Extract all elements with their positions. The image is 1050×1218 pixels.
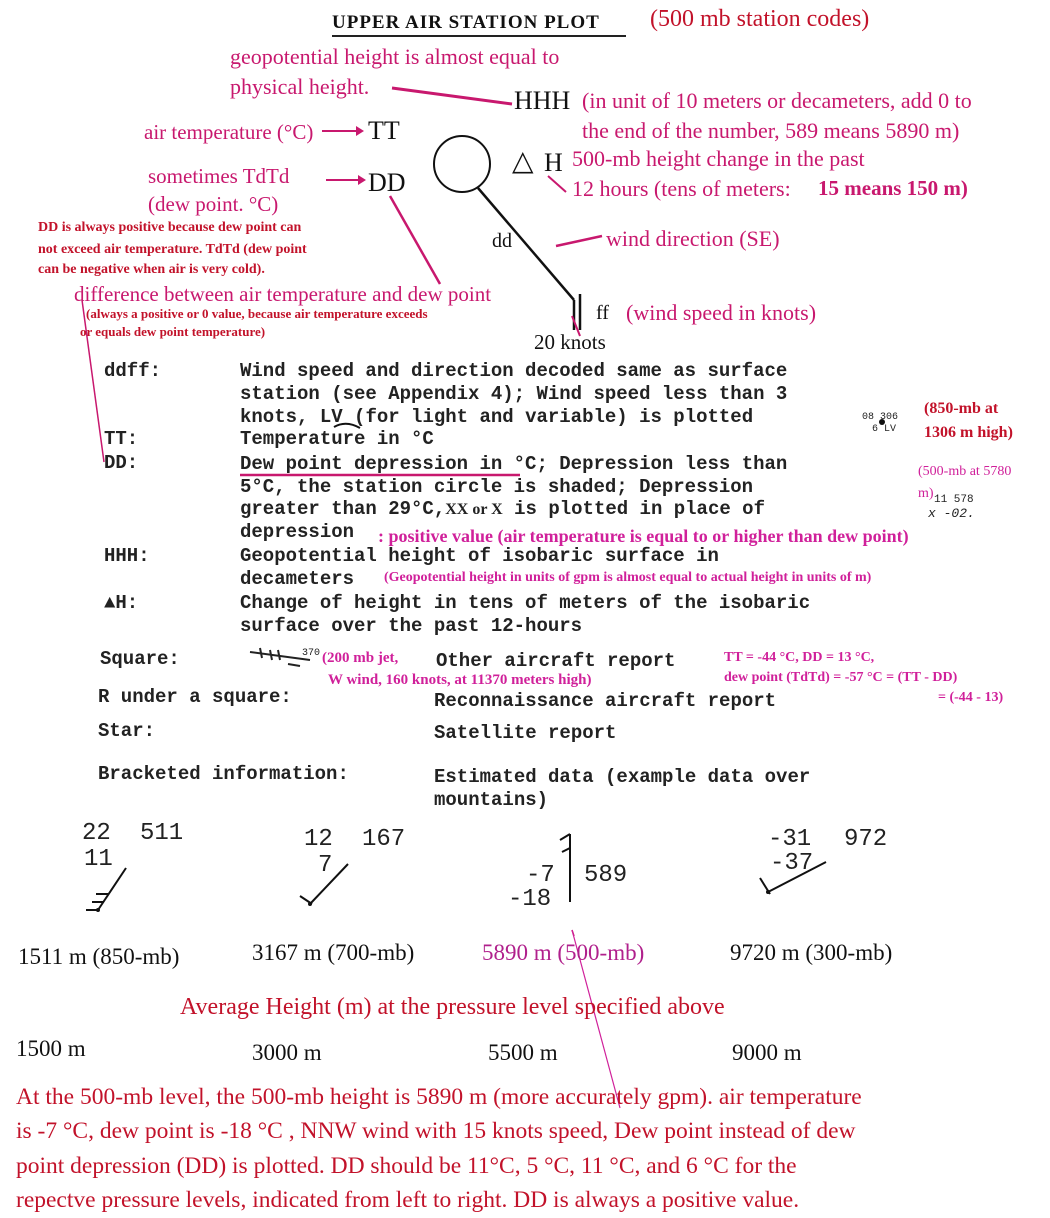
hhh-label: HHH: — [104, 545, 150, 567]
ex1-hhh: 511 — [140, 820, 184, 847]
height-change-2: 12 hours (tens of meters: — [572, 176, 791, 201]
page-title: UPPER AIR STATION PLOT — [332, 12, 600, 33]
ex4-tt: -31 — [768, 826, 812, 853]
lv-text: LV — [319, 406, 343, 428]
note-850-1: (850-mb at — [924, 400, 999, 417]
difference-label: difference between air temperature and dew point — [74, 282, 492, 306]
dd-lower-symbol: dd — [492, 230, 512, 252]
code-578: 11 578 — [934, 494, 974, 506]
hhh-note-2: the end of the number, 589 means 5890 m) — [582, 118, 960, 143]
ex4-td: -37 — [770, 850, 814, 877]
bracket-label: Bracketed information: — [98, 763, 349, 785]
dew-point-label: (dew point. °C) — [148, 192, 279, 216]
dd-line-1b: in °C; Depression less than — [479, 453, 788, 475]
ddff-line-3a: knots, — [240, 406, 309, 428]
square-text: Other aircraft report — [436, 650, 676, 672]
ex3-hhh: 589 — [584, 862, 628, 889]
ex2-tt: 12 — [304, 826, 333, 853]
dew-point-depression-text: Dew point depression — [240, 453, 469, 475]
knots-label: 20 knots — [534, 330, 606, 354]
delta-h-line-1: Change of height in tens of meters of the isobaric — [240, 592, 811, 614]
bracket-line-2: mountains) — [434, 789, 549, 811]
ex2-hhh: 167 — [362, 826, 406, 853]
lv-code: 08 306 — [862, 412, 899, 423]
height-change-3: 15 means 150 m) — [818, 176, 968, 200]
ex3-td: -18 — [508, 886, 552, 913]
dd-note-1: DD is always positive because dew point can — [38, 220, 302, 235]
ex1-tt: 22 — [82, 820, 111, 847]
station-circle — [434, 136, 490, 192]
sometimes-label: sometimes TdTd — [148, 164, 290, 188]
ddff-line-1: Wind speed and direction decoded same as surface — [240, 360, 788, 382]
ex1-avg: 1500 m — [16, 1036, 86, 1061]
height-change-1: 500-mb height change in the past — [572, 146, 865, 171]
ex1-td: 11 — [84, 846, 113, 873]
code-02: x -02. — [928, 506, 975, 521]
dd-line-3 — [240, 498, 765, 520]
delta-h-line-2: surface over the past 12-hours — [240, 615, 583, 637]
note-500-1: (500-mb at 5780 — [918, 464, 1012, 479]
ddff-label: ddff: — [104, 360, 162, 382]
wind-speed-label: (wind speed in knots) — [626, 300, 817, 325]
star-label: Star: — [98, 720, 156, 742]
xx-text: XX or X — [445, 501, 503, 518]
ex2-avg: 3000 m — [252, 1040, 322, 1065]
dd-note-2: not exceed air temperature. TdTd (dew point — [38, 242, 307, 257]
summary-line-2: is -7 °C, dew point is -18 °C , NNW wind with 15 knots speed, Dew point instead of dew — [16, 1118, 856, 1144]
r-text: Reconnaissance aircraft report — [434, 690, 777, 712]
ex2-height: 3167 m (700-mb) — [252, 940, 415, 965]
ex4-avg: 9000 m — [732, 1040, 802, 1065]
ex2-td: 7 — [318, 852, 333, 879]
hhh-note: (Geopotential height in units of gpm is almost equal to actual height in units of m) — [384, 570, 872, 585]
r-label: R under a square: — [98, 686, 292, 708]
tt-eq-2: dew point (TdTd) = -57 °C = (TT - DD) — [724, 670, 958, 685]
hhh-symbol: HHH — [514, 86, 571, 115]
bracket-line-1: Estimated data (example data over — [434, 766, 811, 788]
air-temp-label: air temperature (°C) — [144, 120, 314, 144]
delta-h-label: ▲H: — [104, 592, 139, 614]
dd-note-3: can be negative when air is very cold). — [38, 262, 265, 277]
wind-direction-label: wind direction (SE) — [606, 226, 780, 251]
dd-line-3a: greater than 29°C, — [240, 498, 446, 520]
ddff-line-3 — [240, 406, 753, 428]
tt-eq-3: = (-44 - 13) — [938, 690, 1004, 705]
delta-h-symbol: H — [544, 148, 563, 177]
ex4-height: 9720 m (300-mb) — [730, 940, 893, 965]
page-subtitle: (500 mb station codes) — [650, 6, 870, 32]
note-500-2: m) — [918, 486, 934, 501]
dd-line-4: depression — [240, 521, 355, 543]
diff-note-1: (always a positive or 0 value, because air temperature exceeds — [86, 306, 428, 321]
geo-note-2: physical height. — [230, 74, 370, 99]
tt-eq-1: TT = -44 °C, DD = 13 °C, — [724, 650, 875, 665]
hhh-line-1: Geopotential height of isobaric surface in — [240, 545, 719, 567]
ex3-height: 5890 m (500-mb) — [482, 940, 645, 965]
ex3-avg: 5500 m — [488, 1040, 558, 1065]
tt-text: Temperature in °C — [240, 428, 434, 450]
ff-symbol: ff — [596, 302, 609, 324]
jet-note-2: W wind, 160 knots, at 11370 meters high) — [328, 672, 592, 688]
lv-code-2: 6 LV — [872, 424, 897, 435]
ex1-height: 1511 m (850-mb) — [18, 944, 180, 969]
jet-note-1: (200 mb jet, — [322, 650, 399, 666]
dd-label: DD: — [104, 452, 139, 474]
summary-line-4: repectve pressure levels, indicated from left to right. DD is always a positive value. — [16, 1187, 800, 1213]
summary-line-1: At the 500-mb level, the 500-mb height is 5890 m (more accurately gpm). air temperature — [16, 1084, 862, 1110]
tt-symbol: TT — [368, 116, 400, 145]
ex4-hhh: 972 — [844, 826, 888, 853]
square-code: 370 — [302, 648, 321, 659]
geo-note-1: geopotential height is almost equal to — [230, 44, 560, 69]
dd-line-2: 5°C, the station circle is shaded; Depression — [240, 476, 754, 498]
ex3-tt: -7 — [526, 862, 555, 889]
hhh-line-2: decameters — [240, 568, 355, 590]
ddff-line-3c: (for light and variable) is plotted — [354, 406, 754, 428]
average-height-label: Average Height (m) at the pressure level specified above — [180, 994, 725, 1020]
positive-value-note: : positive value (air temperature is equal to or higher than dew point) — [378, 526, 909, 546]
summary-line-3: point depression (DD) is plotted. DD should be 11°C, 5 °C, 11 °C, and 6 °C for the — [16, 1153, 797, 1179]
dd-line-3c: is plotted in place of — [514, 498, 765, 520]
diff-note-2: or equals dew point temperature) — [80, 324, 266, 339]
ddff-line-2: station (see Appendix 4); Wind speed less than 3 — [240, 383, 788, 405]
note-850-2: 1306 m high) — [924, 424, 1013, 441]
hhh-note-1: (in unit of 10 meters or decameters, add 0 to — [582, 88, 972, 113]
dd-symbol: DD — [368, 168, 406, 197]
square-label: Square: — [100, 648, 180, 670]
dd-line-1 — [240, 453, 787, 475]
star-text: Satellite report — [434, 722, 617, 744]
delta-icon: △ — [512, 146, 534, 177]
tt-label: TT: — [104, 428, 139, 450]
